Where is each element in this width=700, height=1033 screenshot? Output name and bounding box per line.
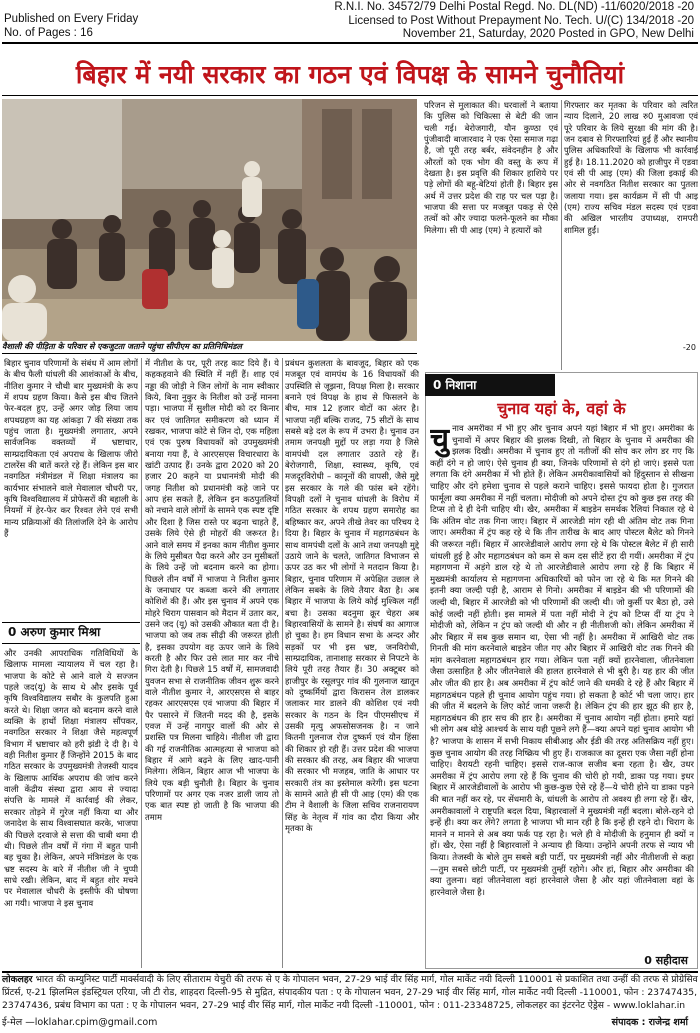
delegation-photo (2, 99, 417, 341)
headline-rule (2, 95, 698, 96)
article-column-5 (564, 100, 698, 340)
masthead-rule (2, 42, 698, 44)
article-col4-text: परिजन से मुलाकात की। घरवालों ने बताया कि पुलिस को चिकित्सा से बेटी की जान चली गई। बेरोजगारी, यौन कुण्ठा एवं पुंजीवादी बाजारवाद ने एक ऐसा समाज गढ़ा है, जो पूरी तरह बर्बर, संवेदनहीन है और औरतों को एक भोग की वस्तु के रूप में देखता है। इस प्रवृत्ति की शिकार हाशिये पर पड़े लोगों की बहू-बेटियां होती हैं। बिहार इस अर्थ में उत्तर प्रदेश की राह पर चल पड़ा है। भाजपा की सत्ता पर मजबूत पकड़ से ऐसे तत्वों को और ज्यादा फलने-फूलने का मौका मिलेगा। सी पी आइ (एम) ने हत्यारों को (424, 100, 558, 235)
article-col3-text: प्रबंधन कुशलता के बावजूद, बिहार को एक मजबूत एवं वामपंथ के 16 विधायकों की उपस्थिति से जूझना, विपक्ष मिला है। सरकार बनाने एवं विपक्ष के हाथ से फिसलने के बीच, मात्र 12 हजार वोटों का अंतर है। भाजपा नहीं बल्कि राजद, 75 सीटों के साथ सबसे बड़े दल के रूप में उभरा है। चुनाव उन तमाम जनपक्षी मुद्दों पर लड़ा गया है जिसे वामपंथी दल लगातार उठाते रहे हैं। बेरोजगारी, शिक्षा, स्वास्थ्य, कृषि, एवं मजदूरविरोधी – कानूनों की वापसी, जैसे मुद्दे इस सरकार के गले की फांस बने रहेंगे। विपक्षी दलों ने चुनाव धांधली के विरोध में गठित सरकार के शपथ ग्रहण समारोह का बहिष्कार कर, अपने तीखे तेवर का परिचय दे दिया है। बिहार के चुनाव में महागठबंधन के साथ वामपंथी दलों के आने तथा जनपक्षी मुद्दे उठाये जाने के चलते, जातिगत विभाजन से ऊपर उठ कर भी लोगों ने मतदान किया है। बिहार, चुनाव परिणाम में अपेक्षित उछाल ले लेकिन सबके के लिये तैयार बैठा है। अब बिहार में भाजपा के लिये कोई मुश्किल नहीं बचा है। उसका बदनुमा क्रूर चेहरा अब बिहारवासियों के सामने है। संघर्ष का आगाज हो चुका है। हम विधान सभा के अन्दर और सड़कों पर भी इस भ्रष्ट, जनविरोधी, साम्प्रदायिक, तानाशाह सरकार से निपटने के लिये पूरी तरह तैयार हैं। 30 अक्टूबर को हाजीपुर के रसूलपुर गांव की गुलनाज खातून को दुष्कर्मियों द्वारा किरासन तेल डालकर जलाकर मार डालने की कोशिश एवं नयी सरकार के गठन के दिन पीएमसीएच में उसकी मृत्यु अफसोसजनक है। न जाने कितनी गुलनाज रोज दुष्कर्म एवं यौन हिंसा की शिकार हो रही हैं। उत्तर प्रदेश की भाजपा की सरकार की तरह, अब बिहार की भाजपा की सरकार भी मजहब, जाति के आधार पर सरकारी तंत्र का इस्तेमाल करेगी। इस घटना के सामने आते ही सी पी आइ (एम) की एक टीम ने वैशाली के जिला सचिव राजनारायण सिंह के नेतृत्व में गांव का दौरा किया और मृतका के (285, 358, 419, 834)
article-column-1b (4, 648, 138, 970)
page-marker: -20 (682, 343, 696, 352)
imprint-text: भारत की कम्युनिस्ट पार्टी मार्क्सवादी के लिए सीताराम येचुरी की तरफ से ए के गोपालन भवन, 27-29 भाई वीर सिंह मार्ग, गोल मार्केट नयी दिल्ली 110001 से प्रकाशित तथा उन्हीं की तरफ से प्रोग्रेसिव प्रिंटर्स, ए-21 झिलमिल इंडस्ट्रियल एरिया, जी टी रोड, शाहदरा दिल्ली-95 से मुद्रित, संपादकीय पता : ए के गोपालन भवन, 27-29 भाई वीर सिंह मार्ग, गोल मार्केट नयी दिल्ली -110001, फोन : 23747435, 23747436, प्रबंध विभाग का पता : ए के गोपालन भवन, 27-29 भाई वीर सिंह मार्ग, गोल मार्केट नयी दिल्ली -110001, फोन : 011-23348725, (2, 974, 698, 1011)
article-col5-text: गिरफ्तार कर मृतका के परिवार को त्वरित न्याय दिलाने, 20 लाख रु0 मुआवजा एवं पूरे परिवार के लिये सुरक्षा की मांग की है। जन दबाव से गिरफ्तारियां हुई हैं और स्थानीय पुलिस अधिकारियों के खिलाफ भी कार्रवाई हुई है। 18.11.2020 को हाजीपुर में एडवा एवं सी पी आइ (एम) की जिला इकाई की ओर से नवगठित नितीश सरकार का पुतला जलाया गया। इस कार्यक्रम में सी पी आइ (एम) राज्य सचिव मंडल सदस्य एवं एडवा की अखिल भारतीय उपाध्यक्ष, रामपरी शामिल हुईं। (564, 100, 698, 235)
dropcap: चु (430, 424, 450, 457)
satire-column-body (430, 424, 694, 954)
imprint (2, 973, 698, 1012)
article-column-2 (145, 358, 279, 970)
caption-rule (2, 353, 417, 354)
email-address: ई-मेल —loklahar.cpim@gmail.com (2, 1017, 158, 1028)
imprint-brand: लोकलहर (2, 974, 33, 985)
publish-frequency: Published on Every Friday (4, 13, 139, 25)
article-col1b-text: और उनकी आपराधिक गतिविधियों के खिलाफ मामला न्यायालय में चल रहा है। भाजपा के कोटे से आने वाले ये सज्जन पहले जद(यू) के साथ थे और इसके पूर्व कृषि विश्वविद्यालय सबौर के कुलपति हुआ करते थे। शिक्षा जगत को बदनाम करने वाले व्यक्ति के हाथों शिक्षा मंत्रालय सौंपकर, नवगठित सरकार ने शिक्षा जैसे महत्वपूर्ण विभाग में भ्रष्टाचार को हरी झंडी दे दी है। ये वही नितीश कुमार हैं जिन्होंने 2015 के बाद गठित सरकार के उपमुख्यमंत्री तेजस्वी यादव के खिलाफ आर्थिक अपराध की जांच करने वाली केंद्रीय संस्था द्वारा आय से ज्यादा संपत्ति के मामले में कार्रवाई की लेकर, सरकार तोड़ने में गुरेज नहीं किया था और जनादेश के साथ विश्वासघात करके, भाजपा की पिछले दरवाजे से सत्ता की चाबी थमा दी थी। पिछले तीन वर्षों में गंगा में बहुत पानी बह चुका है। लेकिन, अपने मंत्रिमंडल के एक भ्रष्ट सदस्य के बारे में नीतीश जी ने चुप्पी साधे रखी। लेकिन, बाद में बहुत शोर मचने पर मेवालाल चौधरी के इस्तीफे की घोषणा आ गयी। भाजपा ने इस चुनाव (4, 648, 138, 908)
date-line: November 21, Saturday, 2020 Posted in GPO, New Delhi (402, 28, 694, 40)
masthead-left (4, 12, 138, 40)
imprint-web: लोकलहर का इंटरनेट ऐड्रेस - www.loklahar.in (513, 1000, 686, 1011)
imprint-bottom (2, 1016, 698, 1030)
column-divider (282, 358, 283, 968)
photo-caption: वैशाली की पीड़िता के परिवार से एकजुटता जताने पहुंचा सीपीएम का प्रतिनिधिमंडल (2, 342, 242, 351)
masthead-right (334, 1, 694, 42)
registration-line: R.N.I. No. 34572/79 Delhi Postal Regd. No. DL(ND) -11/6020/2018 -20 (334, 1, 694, 13)
column-label: 0 निशाना (425, 374, 555, 396)
author-byline: 0 अरुण कुमार मिश्रा (2, 622, 140, 644)
column-divider (561, 100, 562, 370)
column-divider (141, 358, 142, 968)
article-column-4 (424, 100, 558, 370)
page-count: No. of Pages : 16 (4, 27, 93, 39)
article-column-3 (285, 358, 419, 970)
satire-text: नाव अमरीका में भी हुए और चुनाव अपने यहां बिहार में भी हुए। अमरीका के चुनावों में अपर बिहार की झलक दिखी, तो बिहार के चुनाव में अमरीका की झलक दिखी। अमरीका में चुनाव हुए तो नतीजों की सोच कर लोग डर गए कि कहीं दंगे न हो जाएं। ऐसे चुनाव ही क्या, जिनके परिणामों से दंगे हो जाएं। इससे पता लगता कि दंगे अमरीका में भी होते हैं। लेकिन अमरीकावासियों को हिंदुस्तान से सीखना चाहिए और दंगे हमेशा चुनाव से पहले कराने चाहिए। इससे फायदा होता है। गुजरात फार्मूला क्या अमरीका में नहीं चलता। मोदीजी को अपने दोस्त ट्रंप को कुछ इस तरह की टिप्स तो दे ही देनी चाहिए थी। खैर, अमरीका में बाइडेन समर्थक रैलियां निकाल रहे थे कि अंतिम वोट तक गिना जाए। बिहार में आरजेडी मांग रही थी अंतिम वोट तक गिना जाए। अमरीका में ट्रंप कह रहे थे कि तीन तारीख के बाद आए पोस्टल बैलेट को गिनने की जरूरत नहीं। बिहार में आरजेडीवाले आरोप लगा रहे थे कि पोस्टल बैलेट में ही सारी धांधली हुई है और महागठबंधन को कम से कम दस सीटें हरा दी गयीं। अमरीका में ट्रंप महागणना में अड़ंगे डाल रहे थे तो आरजेडीवाले आरोप लगा रहे हैं कि बिहार में मुख्यमंत्री कार्यालय से महागणना अधिकारियों को फोन जा रहे थे कि मत गिनने की इतनी क्या जल्दी पड़ी है, आराम से गिनो। अमरीका में बाइडेन की भी परिणामों की जल्दी थी, बिहार में आरजेडी को भी परिणामों की जल्दी थी। जो कुर्सी पर बैठा हो, उसे कोई जल्दी नहीं होती। इस मामले में पता नहीं मोदी ने ट्रंप को टिप्स दीं या ट्रंप ने मोदीजी को, लेकिन न ट्रंप को जल्दी थी और न ही नीतीशजी को। लेकिन अमरीका में और बिहार में सब कुछ समान था, ऐसा भी नहीं है। अमरीका में आखिरी वोट तक गिनती की मांग करनेवाले बाइडेन जीत गए और बिहार में आखिरी वोट तक गिनने की मांग करनेवाला महागठबंधन हार गया। लेकिन पता नहीं क्यों हारनेवाला, जीतनेवाला जैसा उत्साहित है और जीतनेवाले की हालत हारनेवाले से भी बुरी है। यह हार की जीत और जीत की हार है। अब अमरीका में ट्रंप कोर्ट जाने की धमकी दे रहे हैं और बिहार में महागठबंधन पहले ही चुनाव आयोग पहुंच गया। हो सकता है कोर्ट भी चला जाए। हार की जीत में बदलने के लिए कोर्ट जाना जरूरी है। लेकिन ट्रंप की हार झूठ की हार है, महागठबंधन की हार सच की हार है। अमरीका में चुनाव आयोग नहीं होता। हमारे यहां भी लोग अब थोड़े आश्चर्य के साथ यही पूछने लगे हैं—क्या अपने यहां चुनाव आयोग भी है? भाजपा के शासन में सभी निकाय सीबीआइ और ईडी की तरह अतिसक्रिय नहीं हुए। कुछ चुनाव आयोग की तरह निष्क्रिय भी हुए हैं। राजकाज का दूसरा एक जैसा नहीं होना चाहिए। वैरायटी रहनी चाहिए। इससे राज-काज सजीव बना रहता है। खैर, उधर अमरीका में ट्रंप आरोप लगा रहे हैं कि चुनाव की चोरी हो गयी, डाका पड़ गया। इधर बिहार में आरजेडीवालों के आरोप भी कुछ-कुछ ऐसे रहे हैं—ये चोरी होने या डाका पड़ने की बात नहीं कर रहे, पर सेंधमारी के, धांधली के आरोप तो अवश्य ही लगा रहे हैं। खैर, अमरीकावालों ने राष्ट्रपति बदल दिया, बिहारवालों ने मुख्यमंत्री नहीं बदला। बोले-रहने दो इन्हें ही। क्या कर लेंगे? लगता है भाजपा भी मान रही है कि इन्हें ही रहने दो। चिराग के मानने न मानने से अब क्या फर्क पड़ रहा है। भले ही वे मोदीजी के हनुमान ही क्यों न हों। खैर, ऐसा नहीं है बिहारवालों ने अन्याय ही किया। उन्होंने अपनी तरफ से न्याय भी किया। तेजस्वी के बोले तुम सबसे बड़ी पार्टी, पर मुख्यमंत्री नहीं और नीतीशजी से कहा—तुम सबसे छोटी पार्टी, पर मुख्यमंत्री तुम्हीं रहोगे। और हां, बिहार और अमरीका की क्या तुलना। वहां जीतनेवाला वहां हारनेवाले जैसा है और यहां जीतनेवाला वहां के हारनेवाले जैसा है। (430, 424, 694, 898)
column-title: चुनाव यहां के, वहां के (497, 399, 626, 418)
article-photo (2, 99, 417, 341)
editor-name: संपादक : राजेन्द्र शर्मा (611, 1017, 688, 1028)
article-col1-text: बिहार चुनाव परिणामों के संबंध में आम लोगों के बीच फैली धांधली की आशंकाओं के बीच, नीतिश कुमार ने चौथी बार मुख्यमंत्री के रूप में शपथ ग्रहण किया। कैसे इस बीच जितने फेर-बदल हुए, उन्हें अगर जोड़ लिया जाय शपथग्रहण का यह आंकड़ा 7 की संख्या तक पहुंच जाता है। मुख्यमंत्री लगातार, अपने सार्वजनिक वक्तव्यों में भ्रष्टाचार, साम्प्रदायिकता एवं अपराध के खिलाफ जीरो टालरेंस की बातें करते रहे हैं। लेकिन इस बार नवगठित मंत्रीमंडल में शिक्षा मंत्रालय का कार्यभार संभालने वाले मेवालाल चौधरी पर, कृषि विश्वविद्यालय में प्रोफेसरों की बहाली के नियमों में हेर-फेर कर रिश्वत लेने एवं सभी मान्य प्रक्रियाओं की तिलांजलि देने के आरोप हैं (4, 358, 138, 539)
masthead (0, 0, 700, 40)
column-signature: 0 सहीदास (644, 954, 688, 967)
license-line: Licensed to Post Without Prepayment No. Tech. U/(C) 134/2018 -20 (348, 14, 694, 27)
article-col2-text: में नीतीश के पर, पूरी तरह काट दिये हैं। ये कहकहवाने की स्थिति में नहीं हैं। शाह एवं नड्डा की जोड़ी ने जिन लोगों के नाम स्वीकार किये, बिना नुकुर के नितीश को उन्हें मानना पड़ा। भाजपा में सुशील मोदी को दर किनार कर एवं जातिगत समीकरण को ध्यान में रखकर, भाजपा कोटे से जिन दो, एक महिला एवं एक पुरुष विधायकों को उपमुख्यमंत्री बनाया गया हैं, वे आरएसएस विचारधारा के खांटी उत्पाद हैं। उनके द्वारा 2020 को 20 हजार 20 कहने या प्रधानमंत्री मोदी की जगह नितीश को प्रधानमंत्री कहे जाने पर आप हंस सकते हैं, लेकिन इन कठपुतलियों को नचाने वाले लोगों के सामने एक स्पष्ट दृष्टि और दिशा है जिस रास्ते पर बढ़ना चाहते हैं, उसके लिये ऐसे ही मोहरों की जरूरत है। आने वाले समय में इनका काम नीतीश कुमार के लिये मुसीबत पैदा करने और उन मुसीबतों के लिये उन्हें जो बदनाम करने का होगा। पिछले तीन वर्षों में भाजपा ने नितीश कुमार के जनाधार पर कब्जा करने की लगातार कोशिशें की हैं। और इस चुनाव में अपने एक मोहरे चिराग पासवान को मैदान में उतार कर, उसने जद (यू) को उसकी औकात बता दी है। भाजपा को जब तक सीढ़ी की जरूरत होती है, इसका उपयोग वह ऊपर जाने के लिये करती है और फिर उसे लात मार कर नीचे गिरा देती है। पिछले 15 वर्षों में, सामजवादी युवजन सभा से राजनीतिक जीवन शुरू करने वाले नीतीश कुमार ने, आरएसएस से बाहर रहकर आरएसएस एवं भाजपा की बिहार में पैर पसारने में जितनी मदद की है, इसके एवज में उन्हें नागपुर वालों की ओर से प्रशस्ति पत्र मिलना चाहिये। नीतीश जी द्वारा की गई राजनीतिक आत्महत्या से भाजपा को बिहार में आगे बढ़ने के लिए खाद-पानी मिलेगा। लेकिन, बिहार आज भी भाजपा के लिये एक बड़ी चुनौती है। बिहार के चुनाव परिणामों पर अगर एक नजर डाली जाय तो एक बात स्पष्ट हो जाती है कि भाजपा की तमाम (145, 358, 279, 822)
main-headline: बिहार में नयी सरकार का गठन एवं विपक्ष के सामने चुनौतियां (75, 60, 625, 89)
article-column-1 (4, 358, 138, 620)
